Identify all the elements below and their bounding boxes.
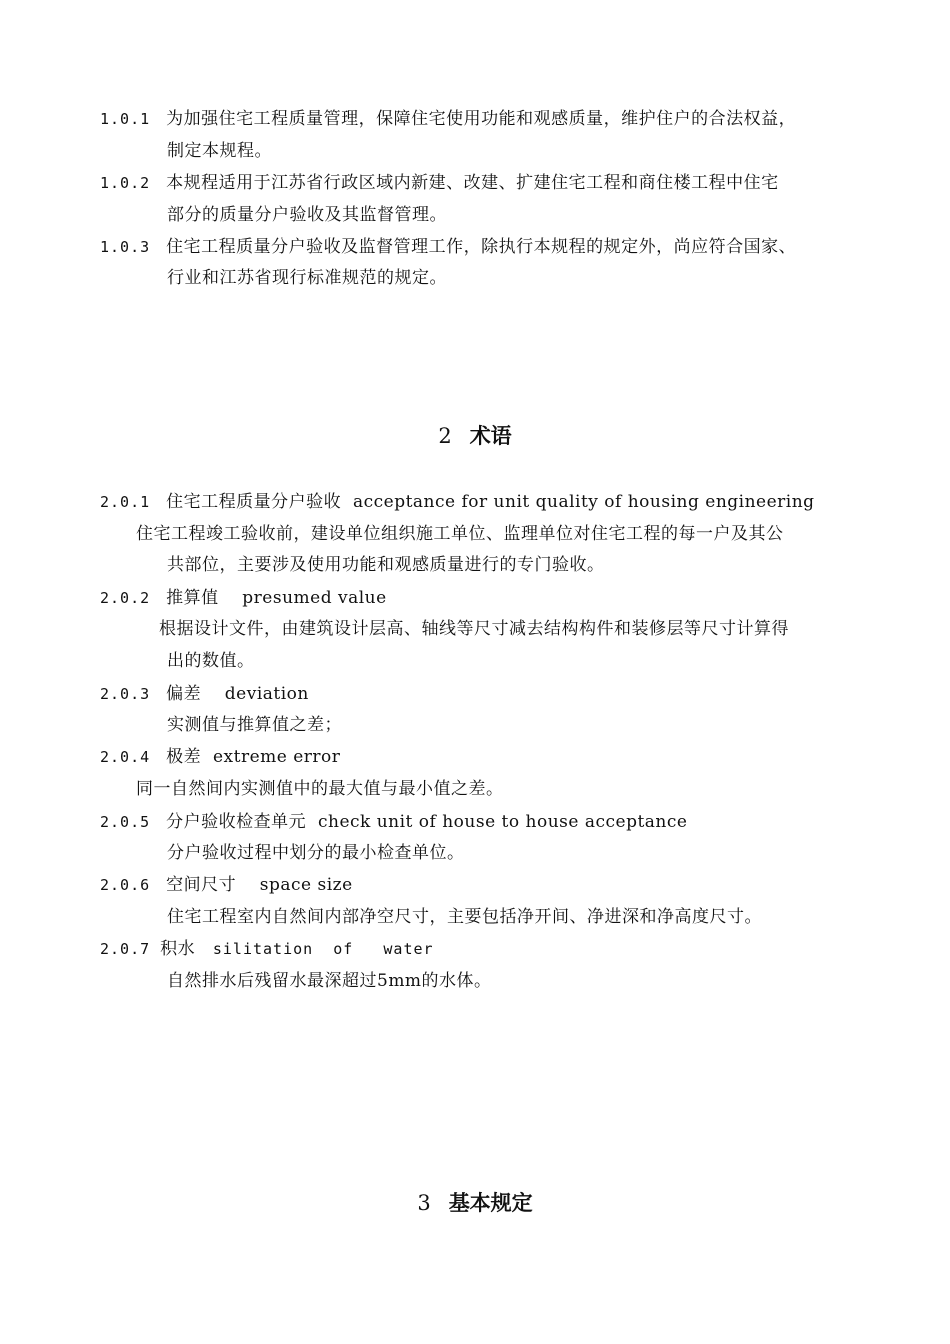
clause-number: 1.0.1 xyxy=(100,110,151,128)
term-english: check unit of house to house acceptance xyxy=(317,812,688,832)
term-number: 2.0.2 xyxy=(100,589,151,607)
term-title: 极差 xyxy=(166,747,202,767)
term-title: 偏差 xyxy=(166,684,202,704)
clause-1-0-3-cont: 行业和江苏省现行标准规范的规定。 xyxy=(167,268,447,288)
section-number: 3 xyxy=(417,1191,431,1215)
clause-1-0-1-cont: 制定本规程。 xyxy=(167,141,272,161)
term-2-0-3-def: 实测值与推算值之差； xyxy=(167,715,342,735)
term-title: 分户验收检查单元 xyxy=(166,812,307,832)
term-title: 空间尺寸 xyxy=(166,875,237,895)
section-number: 2 xyxy=(438,424,452,448)
clause-1-0-3 xyxy=(100,235,796,259)
term-english: space size xyxy=(259,875,353,895)
term-2-0-4 xyxy=(100,745,340,769)
term-2-0-6-def: 住宅工程室内自然间内部净空尺寸，主要包括净开间、净进深和净高度尺寸。 xyxy=(167,907,762,927)
term-number: 2.0.4 xyxy=(100,748,151,766)
term-2-0-3 xyxy=(100,682,309,706)
term-title: 住宅工程质量分户验收 xyxy=(166,492,342,512)
term-number: 2.0.6 xyxy=(100,876,151,894)
term-2-0-7 xyxy=(100,937,434,961)
term-2-0-5-def: 分户验收过程中划分的最小检查单位。 xyxy=(167,843,465,863)
term-english: acceptance for unit quality of housing engineering xyxy=(352,492,815,512)
term-2-0-1 xyxy=(100,490,815,514)
term-number: 2.0.5 xyxy=(100,813,151,831)
section-2-heading xyxy=(0,422,950,450)
term-english: presumed value xyxy=(242,588,387,608)
term-2-0-2 xyxy=(100,586,387,610)
section-title: 基本规定 xyxy=(448,1190,533,1215)
clause-1-0-1 xyxy=(100,107,796,131)
term-english: deviation xyxy=(224,684,309,704)
term-2-0-7-def: 自然排水后残留水最深超过5mm的水体。 xyxy=(167,971,492,991)
section-title: 术语 xyxy=(469,423,512,448)
clause-number: 1.0.2 xyxy=(100,174,151,192)
clause-number: 1.0.3 xyxy=(100,238,151,256)
term-number: 2.0.3 xyxy=(100,685,151,703)
term-number: 2.0.7 xyxy=(100,940,151,958)
term-2-0-2-def-cont: 出的数值。 xyxy=(167,651,255,671)
term-2-0-6 xyxy=(100,873,353,897)
clause-text: 住宅工程质量分户验收及监督管理工作，除执行本规程的规定外，尚应符合国家、 xyxy=(166,237,797,257)
term-english: silitation of water xyxy=(212,940,434,958)
section-3-heading xyxy=(0,1189,950,1217)
term-number: 2.0.1 xyxy=(100,493,151,511)
clause-text: 为加强住宅工程质量管理，保障住宅使用功能和观感质量，维护住户的合法权益， xyxy=(166,109,797,129)
term-title: 积水 xyxy=(160,939,196,959)
clause-text: 本规程适用于江苏省行政区域内新建、改建、扩建住宅工程和商住楼工程中住宅 xyxy=(166,173,779,193)
term-2-0-1-def: 住宅工程竣工验收前，建设单位组织施工单位、监理单位对住宅工程的每一户及其公 xyxy=(136,524,784,544)
term-english: extreme error xyxy=(212,747,341,767)
clause-1-0-2-cont: 部分的质量分户验收及其监督管理。 xyxy=(167,205,447,225)
term-2-0-4-def: 同一自然间内实测值中的最大值与最小值之差。 xyxy=(136,779,504,799)
clause-1-0-2 xyxy=(100,171,779,195)
term-2-0-1-def-cont: 共部位，主要涉及使用功能和观感质量进行的专门验收。 xyxy=(167,555,605,575)
term-2-0-2-def: 根据设计文件，由建筑设计层高、轴线等尺寸减去结构构件和装修层等尺寸计算得 xyxy=(159,619,789,639)
term-2-0-5 xyxy=(100,810,687,834)
term-title: 推算值 xyxy=(166,588,219,608)
